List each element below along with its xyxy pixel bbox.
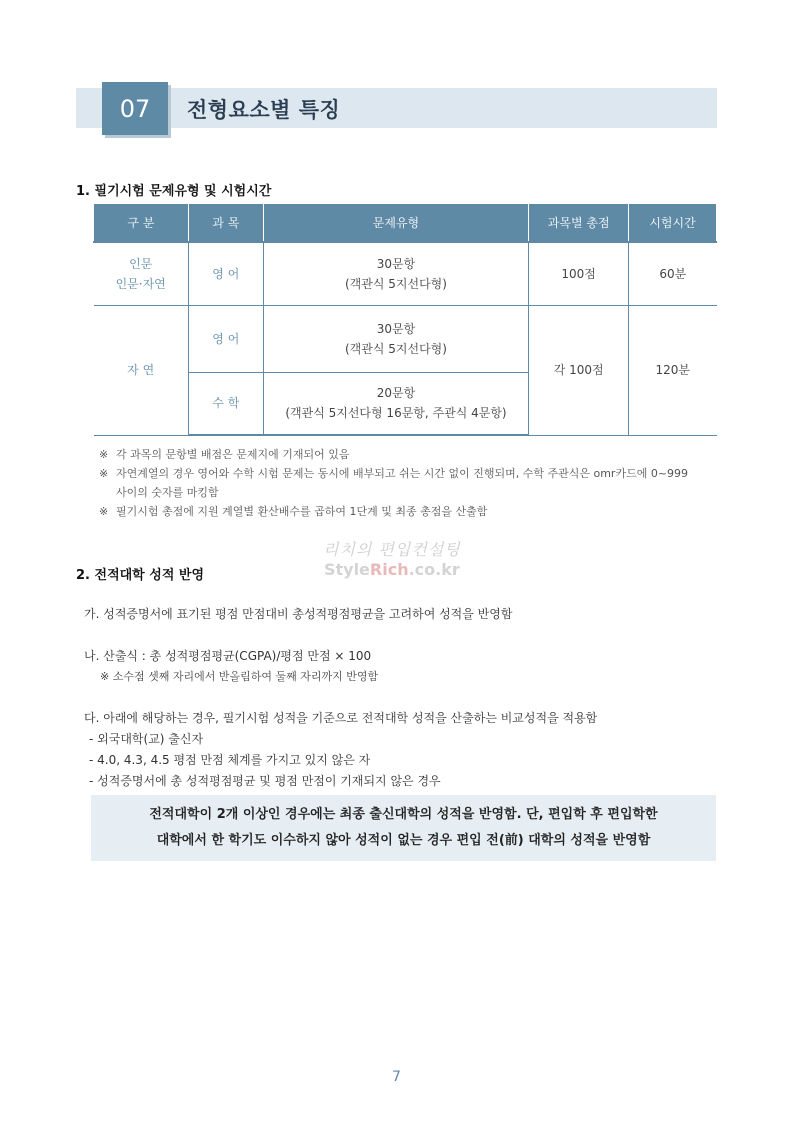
subject-cell: 영 어	[188, 305, 263, 372]
subject-cell: 수 학	[188, 372, 263, 435]
question-type-cell	[263, 242, 529, 305]
header-total-score: 과목별 총점	[529, 204, 629, 242]
note-text: 자연계열의 경우 영어와 수학 시험 문제는 동시에 배부되고 쉬는 시간 없이 진행되며, 수학 주관식은 omr카드에 0~999	[116, 467, 689, 480]
watermark-url	[323, 560, 461, 579]
header-gubun: 구 분	[94, 204, 189, 242]
highlight-line: 전적대학이 2개 이상인 경우에는 최종 출신대학의 성적을 반영함. 단, 편입학 후 편입학한	[149, 807, 658, 822]
list-item: - 성적증명서에 총 성적평점평균 및 평점 만점이 기재되지 않은 경우	[89, 774, 441, 788]
table-row	[94, 242, 717, 305]
header-exam-time: 시험시간	[629, 204, 717, 242]
question-type-cell	[263, 372, 529, 435]
group-label: 인문·자연	[115, 276, 166, 291]
question-format: (객관식 5지선다형)	[344, 276, 447, 291]
note-item	[99, 464, 719, 483]
score-cell: 각 100점	[529, 305, 629, 435]
header-subject: 과 목	[188, 204, 263, 242]
header-question-type: 문제유형	[263, 204, 529, 242]
highlight-line: 대학에서 한 학기도 이수하지 않아 성적이 없는 경우 편입 전(前) 대학의 성적을 반영함	[156, 833, 651, 848]
score-cell: 100점	[529, 242, 629, 305]
page-number: 7	[392, 1069, 401, 1085]
question-format: (객관식 5지선다형 16문항, 주관식 4문항)	[285, 406, 507, 421]
group-cell	[94, 242, 189, 305]
exam-notes	[99, 445, 719, 521]
chapter-number-badge: 07	[102, 82, 168, 135]
time-cell: 60분	[629, 242, 717, 305]
watermark-line: 리치의 편입컨설팅	[323, 540, 461, 559]
question-format: (객관식 5지선다형)	[344, 341, 447, 356]
question-count: 30문항	[376, 256, 416, 271]
note-item	[99, 502, 719, 521]
subject-cell: 영 어	[188, 242, 263, 305]
exam-table	[93, 204, 717, 436]
reference-mark: ※	[99, 505, 109, 518]
watermark	[323, 537, 461, 579]
section2-title: 2. 전적대학 성적 반영	[76, 568, 205, 583]
item-ga: 가. 성적증명서에 표기된 평점 만점대비 총성적평점평균을 고려하여 성적을 반영함	[84, 607, 513, 621]
watermark-url-part: Style	[323, 560, 370, 579]
table-header-row	[94, 204, 717, 242]
chapter-title: 전형요소별 특징	[187, 98, 341, 122]
table-row	[94, 305, 717, 372]
time-cell: 120분	[629, 305, 717, 435]
highlight-box	[91, 795, 716, 861]
item-da: 다. 아래에 해당하는 경우, 필기시험 성적을 기준으로 전적대학 성적을 산출하는 비교성적을 적용함	[84, 711, 598, 725]
note-text: 각 과목의 문항별 배점은 문제지에 기재되어 있음	[116, 448, 350, 461]
reference-mark: ※	[99, 448, 109, 461]
section1-title: 1. 필기시험 문제유형 및 시험시간	[76, 184, 272, 199]
list-item: - 4.0, 4.3, 4.5 평점 만점 체계를 가지고 있지 않은 자	[89, 753, 371, 767]
note-text-continued: 사이의 숫자를 마킹함	[116, 486, 219, 499]
reference-mark: ※	[99, 467, 109, 480]
question-type-cell	[263, 305, 529, 372]
note-item	[99, 445, 719, 464]
group-label: 인문	[129, 256, 153, 271]
watermark-url-part: Rich	[369, 560, 409, 579]
chapter-header-bar	[76, 88, 717, 128]
list-item: - 외국대학(교) 출신자	[89, 732, 204, 746]
item-na: 나. 산출식 : 총 성적평점평균(CGPA)/평점 만점 × 100	[84, 649, 372, 663]
note-text: 필기시험 총점에 지원 계열별 환산배수를 곱하여 1단계 및 최종 총점을 산출함	[116, 505, 488, 518]
watermark-url-part: .co.kr	[408, 560, 460, 579]
item-na-note: ※ 소수점 셋째 자리에서 반올림하여 둘째 자리까지 반영함	[100, 670, 379, 683]
question-count: 20문항	[376, 386, 416, 401]
question-count: 30문항	[376, 321, 416, 336]
group-cell: 자 연	[94, 305, 189, 435]
